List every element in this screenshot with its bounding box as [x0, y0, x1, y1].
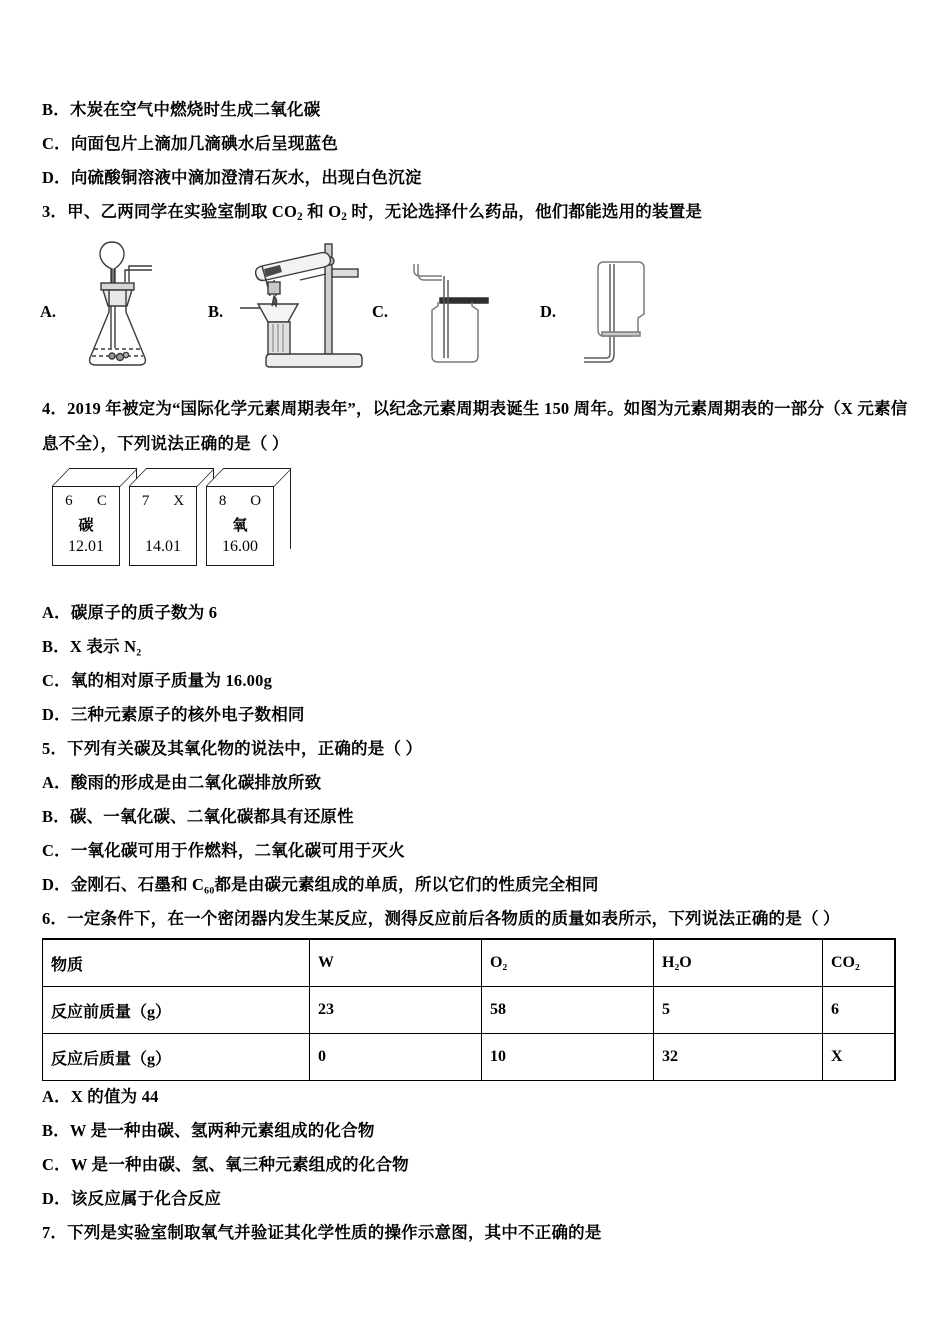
table-header-w: W — [310, 939, 482, 987]
element-carbon-symbol: C — [96, 493, 107, 509]
gas-collecting-bottle-upright-figure — [402, 236, 512, 375]
q3-choice-d-label: D. — [540, 302, 557, 321]
q3-stem-post: 时，无论选择什么药品，他们都能选用的装置是 — [347, 202, 703, 221]
q2-option-b-text: 木炭在空气中燃烧时生成二氧化碳 — [69, 100, 321, 119]
q4-option-a-text: 碳原子的质子数为 6 — [70, 603, 218, 622]
table-header-row — [43, 939, 896, 987]
q5-option-d-label: D． — [42, 875, 71, 894]
element-box-carbon — [52, 486, 120, 566]
q4-stem-line-1: 4．2019 年被定为“国际化学元素周期表年”，以纪念元素周期表诞生 150 周年。如图为元素周期表的一部分（X 元素信 — [42, 399, 908, 418]
q5-option-a-text: 酸雨的形成是由二氧化碳排放所致 — [70, 773, 322, 792]
q3-choice-b-label: B. — [208, 302, 224, 321]
element-oxygen-symbol: O — [250, 493, 262, 509]
table-header-substance: 物质 — [43, 939, 310, 987]
table-cell-after-w: 0 — [310, 1034, 482, 1081]
q5-option-a-label: A． — [42, 773, 71, 792]
q5-option-b — [42, 807, 354, 827]
table-row-before-reaction — [43, 987, 896, 1034]
q5-option-c-label: C． — [42, 841, 71, 860]
q6-option-d-text: 该反应属于化合反应 — [70, 1189, 222, 1208]
q4-option-d-text: 三种元素原子的核外电子数相同 — [70, 705, 305, 724]
q5-option-d — [42, 875, 599, 895]
table-header-co2: CO₂ — [823, 939, 896, 987]
table-cell-after-co2: X — [823, 1034, 896, 1081]
gas-collecting-bottle-inverted-figure — [570, 236, 680, 375]
element-carbon-number: 6 — [65, 493, 73, 509]
element-box-oxygen — [206, 486, 274, 566]
q5-stem: 5．下列有关碳及其氧化物的说法中，正确的是（ ） — [42, 739, 423, 758]
element-box-x-front-face — [129, 486, 197, 566]
q3-choice-c-label: C. — [372, 302, 389, 321]
q6-option-d — [42, 1189, 221, 1209]
table-cell-before-co2: 6 — [823, 987, 896, 1034]
q5-option-c — [42, 841, 405, 861]
q4-option-d — [42, 705, 305, 725]
periodic-table-excerpt-figure — [52, 468, 282, 568]
q2-option-b-label: B． — [42, 100, 70, 119]
q6-option-a-text: X 的值为 44 — [70, 1087, 159, 1106]
q4-option-c-label: C． — [42, 671, 71, 690]
q3-stem — [42, 202, 702, 227]
element-x-mass: 14.01 — [145, 538, 181, 555]
q2-option-c-label: C． — [42, 134, 71, 153]
element-carbon-mass: 12.01 — [68, 538, 104, 555]
table-header-o2: O₂ — [482, 939, 654, 987]
element-oxygen-number: 8 — [218, 493, 227, 509]
element-oxygen-name: 氧 — [232, 517, 248, 534]
element-carbon-name: 碳 — [78, 517, 94, 534]
element-oxygen-mass: 16.00 — [222, 538, 258, 555]
q6-option-a — [42, 1087, 159, 1107]
test-tube-clamp-alcohol-lamp-figure — [240, 236, 365, 375]
q6-option-c-text: W 是一种由碳、氢、氧三种元素组成的化合物 — [70, 1155, 409, 1174]
q5-option-b-label: B． — [42, 807, 70, 826]
element-box-x — [129, 486, 197, 566]
q2-option-d-label: D． — [42, 168, 71, 187]
q5-option-b-text: 碳、一氧化碳、二氧化碳都具有还原性 — [69, 807, 354, 826]
q4-option-d-label: D． — [42, 705, 71, 724]
q3-stem-sub-o2: 2 — [341, 210, 348, 223]
q2-option-c — [42, 134, 338, 154]
reaction-mass-table — [42, 938, 896, 1081]
q3-stem-sub-co2: 2 — [297, 210, 303, 223]
table-cell-before-w: 23 — [310, 987, 482, 1034]
q6-option-d-label: D． — [42, 1189, 71, 1208]
q3-apparatus-row — [40, 236, 910, 370]
table-cell-before-h2o: 5 — [654, 987, 823, 1034]
table-row-before-label: 反应前质量（g） — [43, 987, 310, 1034]
table-row-after-reaction — [43, 1034, 896, 1081]
table-header-h2o: H₂O — [654, 939, 823, 987]
table-row-after-label: 反应后质量（g） — [43, 1034, 310, 1081]
element-x-symbol: X — [173, 493, 185, 509]
q4-option-a-label: A． — [42, 603, 71, 622]
q4-option-b-text: X 表示 N₂ — [69, 637, 142, 656]
q4-option-c-text: 氧的相对原子质量为 16.00g — [70, 671, 273, 690]
q7-stem: 7．下列是实验室制取氧气并验证其化学性质的操作示意图，其中不正确的是 — [42, 1223, 602, 1242]
q5-option-c-text: 一氧化碳可用于作燃料，二氧化碳可用于灭火 — [70, 841, 405, 860]
q6-option-a-label: A． — [42, 1087, 71, 1106]
q4-stem-line-2: 息不全），下列说法正确的是（ ） — [42, 434, 289, 453]
q4-option-b-label: B． — [42, 637, 70, 656]
element-box-carbon-front-face — [52, 486, 120, 566]
q6-option-b — [42, 1121, 375, 1141]
q2-option-d-text: 向硫酸铜溶液中滴加澄清石灰水，出现白色沉淀 — [70, 168, 422, 187]
conical-flask-thistle-funnel-figure — [68, 236, 183, 375]
element-box-oxygen-side-face — [274, 468, 291, 566]
table-cell-before-o2: 58 — [482, 987, 654, 1034]
q6-option-b-label: B． — [42, 1121, 70, 1140]
table-cell-after-h2o: 32 — [654, 1034, 823, 1081]
q4-option-b — [42, 637, 141, 657]
q2-option-c-text: 向面包片上滴加几滴碘水后呈现蓝色 — [70, 134, 339, 153]
q6-option-c-label: C． — [42, 1155, 71, 1174]
q2-option-b — [42, 100, 320, 120]
table-cell-after-o2: 10 — [482, 1034, 654, 1081]
q5-option-a — [42, 773, 321, 793]
q6-option-c — [42, 1155, 409, 1175]
q4-option-c — [42, 671, 272, 691]
q6-option-b-text: W 是一种由碳、氢两种元素组成的化合物 — [69, 1121, 375, 1140]
q6-stem: 6．一定条件下，在一个密闭器内发生某反应，测得反应前后各物质的质量如表所示，下列说法正确的是（ ） — [42, 909, 840, 928]
element-x-number: 7 — [141, 493, 150, 509]
q2-option-d — [42, 168, 422, 188]
q3-stem-pre: 3．甲、乙两同学在实验室制取 CO — [42, 202, 298, 221]
q5-option-d-text: 金刚石、石墨和 C₆₀都是由碳元素组成的单质，所以它们的性质完全相同 — [70, 875, 599, 894]
q3-stem-mid: 和 O — [302, 202, 342, 221]
q3-choice-a-label: A. — [40, 302, 57, 321]
element-box-oxygen-front-face — [206, 486, 274, 566]
q4-option-a — [42, 603, 217, 623]
